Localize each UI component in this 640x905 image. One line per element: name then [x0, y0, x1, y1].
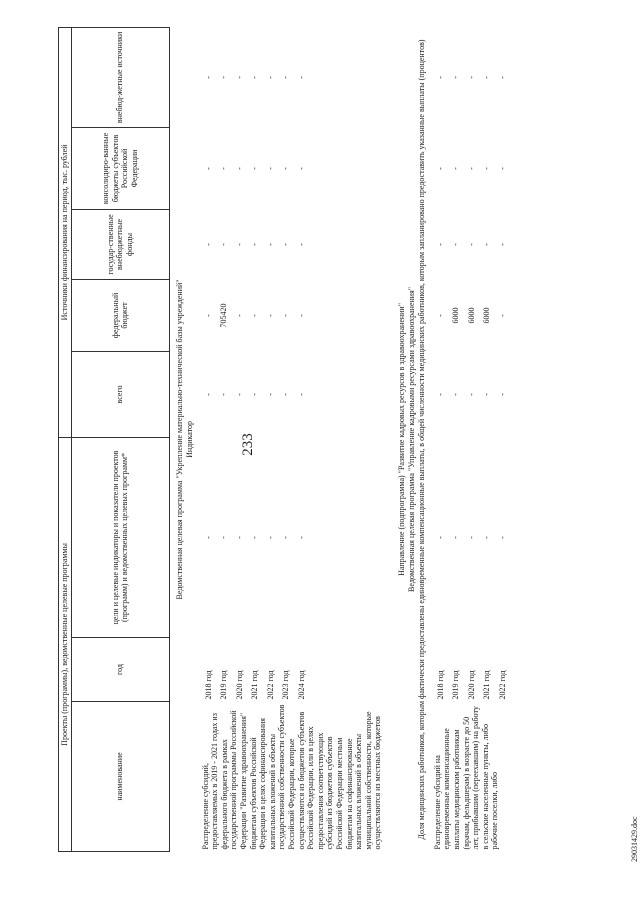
table-cell-value: -	[219, 167, 229, 170]
name-column-header: наименование	[71, 702, 169, 852]
table-cell-value: 2018 год	[203, 670, 213, 700]
table-cell-value: -	[203, 167, 213, 170]
table-cell-value: -	[497, 536, 507, 539]
table-cell-value: -	[435, 76, 445, 79]
table-cell-value: -	[265, 314, 275, 317]
table-cell-value: 2024 год	[296, 670, 306, 700]
table-cell-value: -	[234, 393, 244, 396]
table-cell-value: -	[281, 536, 291, 539]
table-cell-value: -	[435, 167, 445, 170]
table-cell-value: -	[265, 243, 275, 246]
table-cell-value: -	[435, 243, 445, 246]
table-cell-value: -	[435, 314, 445, 317]
table-row	[200, 27, 383, 851]
table-cell-value: -	[296, 314, 306, 317]
section-2-header	[383, 27, 432, 851]
table-cell-value: -	[296, 76, 306, 79]
table-cell-value: -	[281, 314, 291, 317]
table-cell-value: -	[451, 536, 461, 539]
section-2-title-3: Доля медицинских работников, которым фактически предоставлены единовременные компенсационные выплаты, в общей численности медицинских работников, которым запланировано предоставить указанные выплаты (процентов)	[416, 39, 426, 840]
table-cell-value: -	[203, 393, 213, 396]
row-2-years	[433, 640, 511, 700]
table-cell-value: -	[296, 536, 306, 539]
row-1-federal	[201, 281, 310, 349]
table-row	[432, 27, 511, 851]
table-cell-value: 2019 год	[451, 670, 461, 700]
table-cell-value: 2020 год	[466, 670, 476, 700]
table-cell-value: -	[203, 536, 213, 539]
table-cell-value: -	[281, 76, 291, 79]
table-cell-value: -	[466, 76, 476, 79]
table-cell-value: -	[466, 167, 476, 170]
federal-column-header: федеральный бюджет	[71, 279, 169, 351]
table-cell-value: -	[234, 536, 244, 539]
table-cell-value: -	[482, 76, 492, 79]
table-cell-value: -	[250, 393, 260, 396]
table-cell-value: -	[219, 76, 229, 79]
table-cell-value: 2022 год	[497, 670, 507, 700]
table-cell-value: -	[281, 167, 291, 170]
table-cell-value: -	[497, 314, 507, 317]
table-cell-value: -	[234, 76, 244, 79]
table-cell-value: 2018 год	[435, 670, 445, 700]
table-cell-value: -	[219, 243, 229, 246]
table-cell-value: -	[250, 536, 260, 539]
table-cell-value: 2019 год	[219, 670, 229, 700]
table-cell-value: -	[250, 167, 260, 170]
table-cell-value: 2021 год	[482, 670, 492, 700]
row-2-state-funds	[433, 211, 511, 277]
section-1-subtitle: Индикатор	[184, 421, 194, 458]
table-cell-value: 2021 год	[250, 670, 260, 700]
table-cell-value: -	[497, 393, 507, 396]
table-cell-value: -	[296, 243, 306, 246]
row-2-extra	[433, 29, 511, 125]
table-cell-value: -	[497, 76, 507, 79]
year-column-header: год	[71, 638, 169, 702]
table-cell-value: -	[265, 536, 275, 539]
section-2-title-2: Ведомственная целевая программа "Управление кадровыми ресурсами здравоохранения"	[406, 286, 416, 592]
row-2-name: Распределение субсидий на единовременные компенсационные выплаты медицинским работникам (врачам, фельдшерам) в возрасте до 50 лет, прибывшим (переехавшим) на работу в сельские населенные пункты, либо рабочие поселки, либо	[432, 706, 500, 850]
table-cell-value: -	[296, 167, 306, 170]
table-cell-value: -	[250, 243, 260, 246]
table-cell-value: -	[203, 243, 213, 246]
table-cell-value: -	[265, 393, 275, 396]
table-cell-value: -	[265, 76, 275, 79]
table-cell-value: -	[466, 243, 476, 246]
table-cell-value: -	[451, 393, 461, 396]
section-2-title-1: Направление (подпрограмма) "Развитие кадровых ресурсов в здравоохранении"	[396, 303, 406, 576]
row-2-consolidated	[433, 129, 511, 207]
table-cell-value: -	[482, 243, 492, 246]
extra-column-header: внебюд-жетные источники	[71, 27, 169, 127]
section-1-title: Ведомственная целевая программа "Укрепление материально-технической базы учреждений"	[174, 279, 184, 600]
row-1-name: Распределение субсидий, предоставляемых в 2019 - 2021 годах из федерального бюджета в рамках государственной программы Российской Федерации "Развитие здравоохранения" бюджетам субъектов Российской Федерации в целях софинансирования капитальных вложений в объекты государственной собственности субъектов Российской Федерации, которые осуществляются из бюджетов субъектов Российской Федерации, или в целях предоставления соответствующих субсидий из бюджетов субъектов Российской Федерации местным бюджетам на софинансирование капитальных вложений в объекты муниципальной собственности, которые осуществляются из местных бюджетов	[200, 704, 383, 850]
table-cell-value: -	[482, 167, 492, 170]
row-1-years	[201, 640, 310, 700]
table-cell-value: -	[250, 76, 260, 79]
table-cell-value: -	[451, 243, 461, 246]
table-cell-value: 705420	[219, 303, 229, 328]
row-1-total	[201, 353, 310, 435]
total-column-header: всего	[71, 351, 169, 437]
section-1-header	[169, 27, 200, 851]
table-cell-value: -	[250, 314, 260, 317]
rotated-table-container	[58, 28, 634, 852]
table-cell-value: -	[435, 536, 445, 539]
table-cell-value: -	[451, 167, 461, 170]
row-2-total	[433, 353, 511, 435]
funding-group-header: Источники финансирования на период, тыс. рублей	[59, 27, 72, 437]
row-1-consolidated	[201, 129, 310, 207]
table-cell-value: -	[497, 243, 507, 246]
table-cell-value: -	[234, 167, 244, 170]
table-cell-value: -	[281, 393, 291, 396]
row-1-extra	[201, 29, 310, 125]
table-cell-value: -	[219, 393, 229, 396]
page-number: 233	[239, 433, 256, 456]
table-cell-value: 6000	[482, 307, 492, 324]
row-1-goals	[201, 439, 310, 635]
funding-table	[58, 27, 510, 852]
document-code: 29031429.doc	[630, 816, 639, 862]
table-cell-value: -	[296, 393, 306, 396]
table-cell-value: -	[497, 167, 507, 170]
table-cell-value: -	[466, 393, 476, 396]
table-cell-value: -	[234, 243, 244, 246]
table-cell-value: 6000	[466, 307, 476, 324]
table-cell-value: -	[466, 536, 476, 539]
table-cell-value: 6000	[451, 307, 461, 324]
table-cell-value: -	[451, 76, 461, 79]
table-cell-value: -	[234, 314, 244, 317]
table-cell-value: 2020 год	[234, 670, 244, 700]
table-cell-value: -	[482, 393, 492, 396]
state-funds-column-header: государ-ственные внебюджетные фонды	[71, 209, 169, 279]
table-cell-value: -	[265, 167, 275, 170]
table-cell-value: 2022 год	[265, 670, 275, 700]
table-cell-value: -	[219, 536, 229, 539]
table-cell-value: -	[435, 393, 445, 396]
table-cell-value: -	[281, 243, 291, 246]
goals-column-header: цели и целевые индикаторы и показатели проектов (программ) и ведомственных целевых программ*	[71, 437, 169, 637]
projects-group-header: Проекты (программы), ведомственные целевые программы	[59, 437, 72, 851]
table-cell-value: -	[203, 76, 213, 79]
row-1-state-funds	[201, 211, 310, 277]
table-cell-value: -	[482, 536, 492, 539]
row-2-goals	[433, 439, 511, 635]
table-cell-value: 2023 год	[281, 670, 291, 700]
table-cell-value: -	[203, 314, 213, 317]
row-2-federal	[433, 281, 511, 349]
consolidated-column-header: консолидиро-ванные бюджеты субъектов Российской Федерации	[71, 127, 169, 209]
